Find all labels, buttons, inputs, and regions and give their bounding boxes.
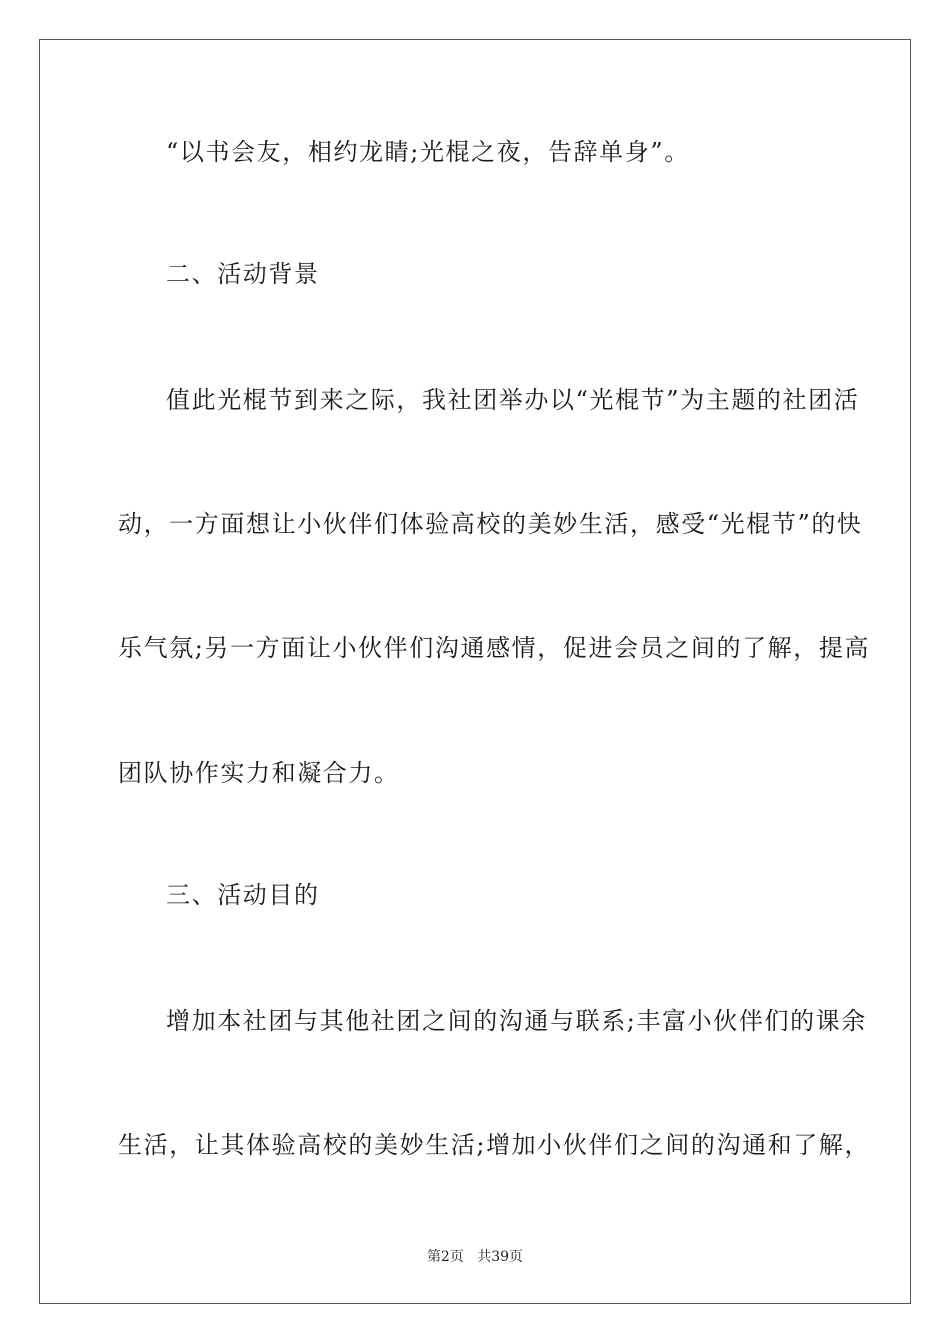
page-footer <box>0 1247 950 1267</box>
section-heading-purpose: 三、活动目的 <box>166 881 320 909</box>
paragraph-line: 增加本社团与其他社团之间的沟通与联系;丰富小伙伴们的课余 <box>166 1007 867 1035</box>
paragraph-line: 动，一方面想让小伙伴们体验高校的美妙生活，感受“光棍节”的快 <box>118 510 863 538</box>
paragraph-line: 值此光棍节到来之际，我社团举办以“光棍节”为主题的社团活 <box>166 386 860 414</box>
paragraph-line: 生活，让其体验高校的美妙生活;增加小伙伴们之间的沟通和了解， <box>118 1131 871 1159</box>
section-heading-background: 二、活动背景 <box>166 260 320 288</box>
paragraph-line: 乐气氛;另一方面让小伙伴们沟通感情，促进会员之间的了解，提高 <box>118 634 871 662</box>
paragraph-line: 团队协作实力和凝合力。 <box>118 759 400 787</box>
page-total: 共39页 <box>477 1249 524 1265</box>
paragraph-line-slogan: “以书会友，相约龙睛;光棍之夜，告辞单身”。 <box>166 138 690 166</box>
page-frame <box>39 39 911 1304</box>
page-number: 第2页 <box>426 1249 464 1265</box>
